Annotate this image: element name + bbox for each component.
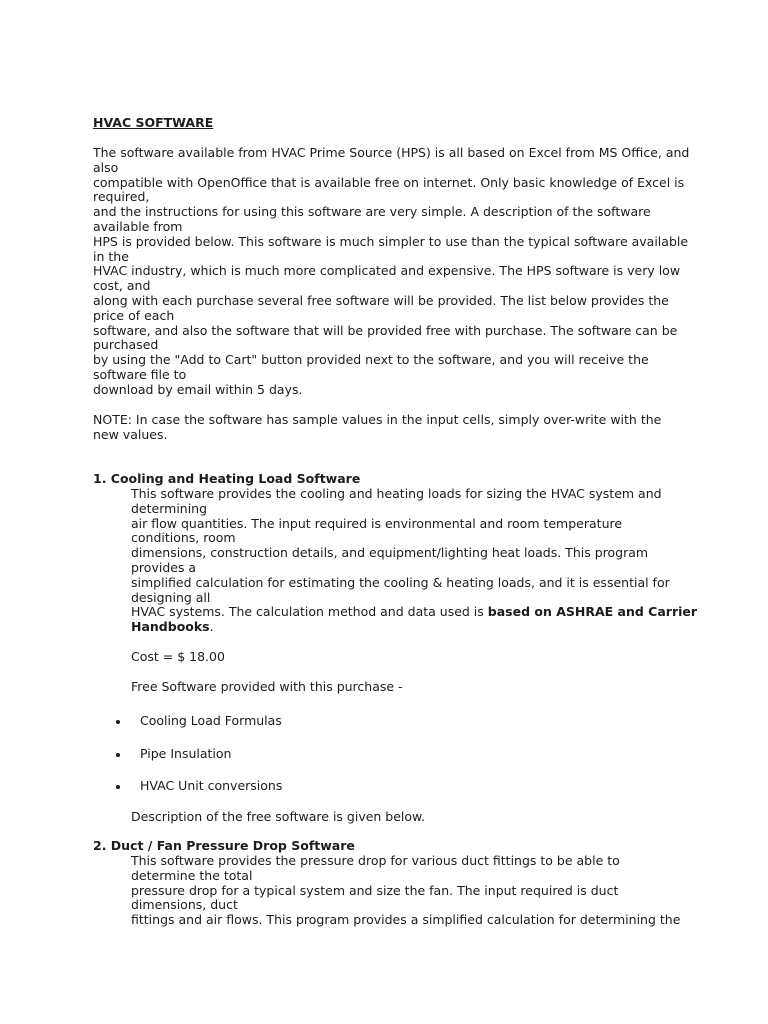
list-item: Pipe Insulation [115, 747, 282, 780]
intro-line: HPS is provided below. This software is much simpler to use than the typical software available [93, 233, 689, 249]
list-item: HVAC Unit conversions [115, 779, 282, 812]
section1-line: conditions, room [131, 530, 236, 546]
section1-cost: Cost = $ 18.00 [131, 649, 225, 664]
note-line: NOTE: In case the software has sample values in the input cells, simply over-write with the [93, 412, 662, 427]
section1-line: dimensions, construction details, and equipment/lighting heat loads. This program [131, 545, 649, 561]
intro-line: compatible with OpenOffice that is available free on internet. Only basic knowledge of Excel is [93, 174, 685, 190]
list-item: Cooling Load Formulas [115, 714, 282, 747]
section1-line [131, 605, 697, 620]
intro-line: along with each purchase several free software will be provided. The list below provides the [93, 292, 669, 308]
intro-line: available from [93, 218, 183, 234]
note-line: new values. [93, 426, 168, 442]
section1-line-bold: based on ASHRAE and Carrier [487, 604, 698, 620]
document-title: HVAC SOFTWARE [93, 115, 214, 130]
note-paragraph [93, 413, 661, 443]
section1-final-plain: . [209, 619, 214, 635]
section2-line: dimensions, duct [131, 897, 238, 913]
free-software-list [115, 714, 282, 812]
section1-line: simplified calculation for estimating the cooling & heating loads, and it is essential for [131, 574, 670, 590]
section2-line: pressure drop for a typical system and size the fan. The input required is duct [131, 882, 619, 898]
intro-line: in the [93, 248, 129, 264]
section1-description [131, 487, 697, 635]
intro-line: purchased [93, 337, 159, 353]
section-heading-cooling-heating: 1. Cooling and Heating Load Software [93, 471, 361, 486]
section1-line: air flow quantities. The input required is environmental and room temperature [131, 515, 623, 531]
section-heading-duct-fan: 2. Duct / Fan Pressure Drop Software [93, 838, 355, 853]
section1-line [131, 620, 697, 635]
intro-line: and the instructions for using this software are very simple. A description of the software [93, 204, 651, 220]
intro-line: HVAC industry, which is much more complicated and expensive. The HPS software is very low [93, 263, 681, 279]
section1-line: determining [131, 500, 208, 516]
section1-line-plain: HVAC systems. The calculation method and data used is [131, 604, 488, 620]
intro-line: download by email within 5 days. [93, 381, 303, 397]
section2-line: determine the total [131, 867, 253, 883]
intro-line: software file to [93, 366, 187, 382]
section2-line: fittings and air flows. This program provides a simplified calculation for determining the [131, 912, 681, 928]
section1-free-description: Description of the free software is given below. [131, 809, 426, 824]
intro-line: cost, and [93, 278, 151, 294]
intro-line: software, and also the software that will be provided free with purchase. The software can be [93, 322, 678, 338]
section1-free-intro: Free Software provided with this purchase - [131, 679, 403, 694]
intro-paragraph [93, 146, 689, 398]
section1-line: This software provides the cooling and heating loads for sizing the HVAC system and [131, 486, 662, 501]
intro-line: required, [93, 189, 150, 205]
section1-line: designing all [131, 589, 211, 605]
intro-line: price of each [93, 307, 175, 323]
intro-line: The software available from HVAC Prime Source (HPS) is all based on Excel from MS Office, and [93, 145, 690, 160]
section2-line: This software provides the pressure drop for various duct fittings to be able to [131, 853, 620, 868]
section1-final-bold: Handbooks [131, 619, 210, 635]
intro-line: also [93, 159, 119, 175]
section2-description [131, 854, 680, 928]
section1-line: provides a [131, 559, 197, 575]
intro-line: by using the "Add to Cart" button provided next to the software, and you will receive the [93, 352, 649, 368]
